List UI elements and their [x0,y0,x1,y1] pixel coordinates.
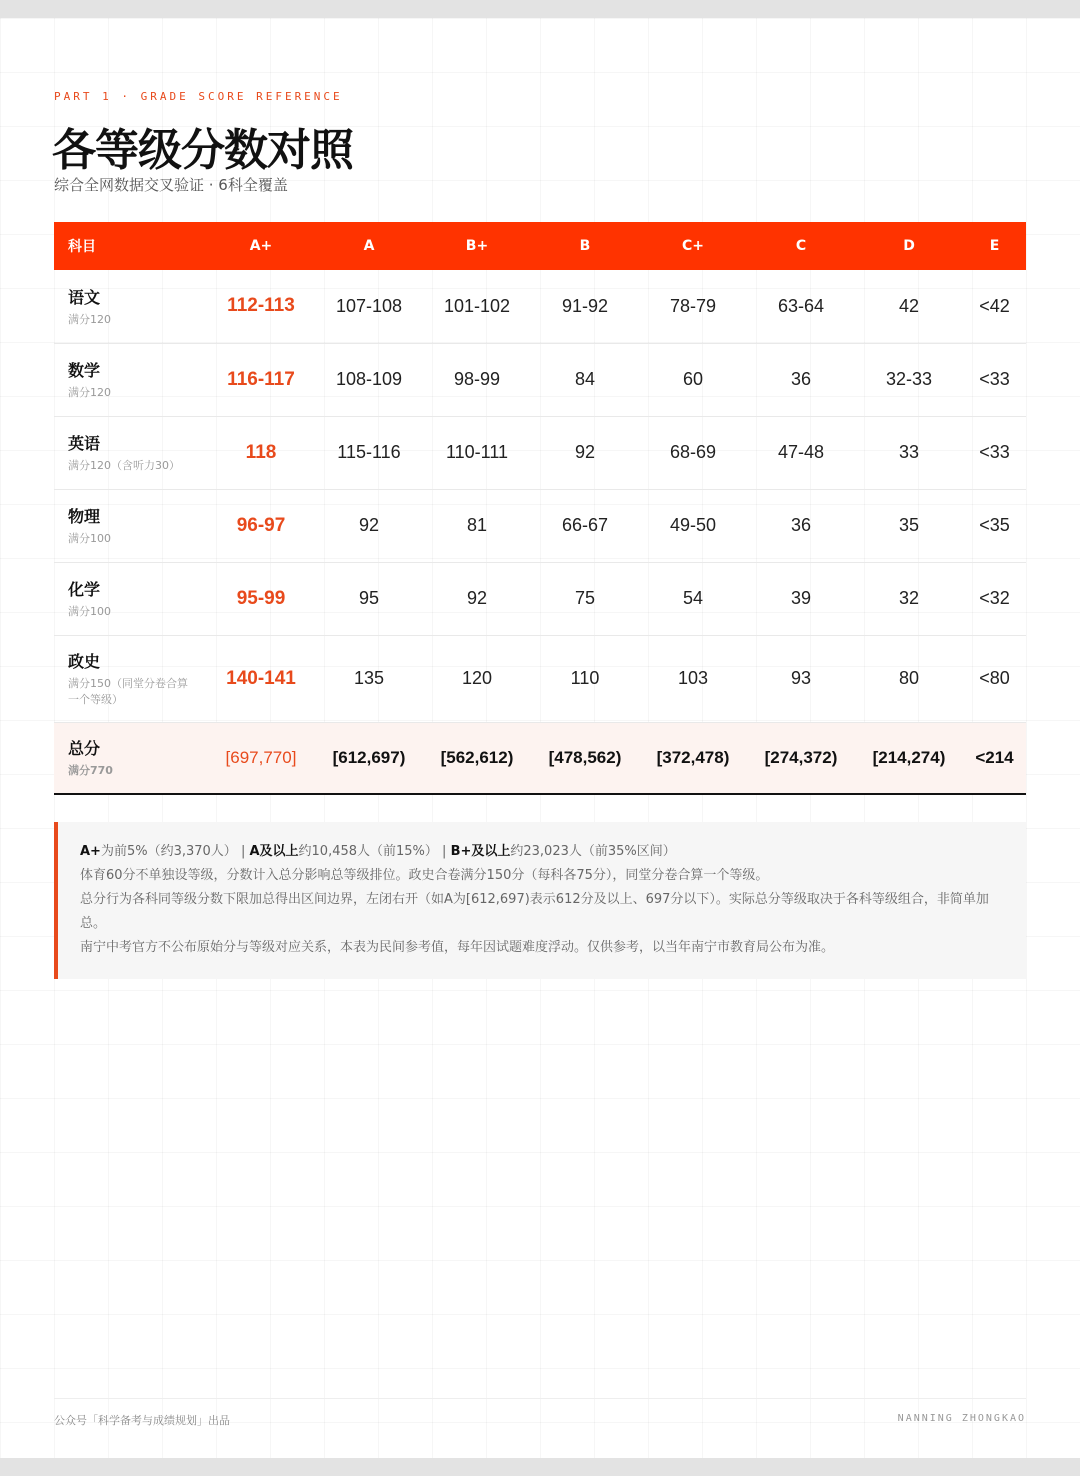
grade-cell: 32 [855,562,963,635]
grade-cell: 140-141 [207,635,315,722]
grade-cell: 101-102 [423,270,531,343]
subject-cell [54,270,207,343]
subject-cell [54,635,207,722]
full-score-label: 满分120（含听力30） [68,459,180,472]
note-label: A+ [80,844,101,859]
grade-cell: <80 [963,635,1026,722]
note-line: 体育60分不单独设等级，分数计入总分影响总等级排位。政史合卷满分150分（每科各75分），同堂分卷合算一个等级。 [80,868,769,883]
grade-cell: 92 [531,416,639,489]
grade-cell: 36 [747,489,855,562]
subject-name: 语文 [68,287,101,307]
grade-cell: 112-113 [207,270,315,343]
grade-cell: 92 [315,489,423,562]
grade-cell: [697,770] [207,722,315,794]
grade-cell: 95 [315,562,423,635]
grade-cell: 66-67 [531,489,639,562]
grade-cell: [612,697) [315,722,423,794]
subject-name: 化学 [68,580,101,599]
subject-cell [54,489,207,562]
note-text: 约23,023人（前35%区间） [510,844,676,859]
grade-cell: 81 [423,489,531,562]
subject-cell [54,416,207,489]
full-score-label: 满分100 [68,605,111,618]
grade-cell: 60 [639,343,747,416]
note-line: 总分行为各科同等级分数下限加总得出区间边界，左闭右开（如A为[612,697)表示612分及以上、697分以下）。实际总分等级取决于各科等级组合，非简单加总。 [80,892,989,931]
grade-cell: 47-48 [747,416,855,489]
grade-cell: 49-50 [639,489,747,562]
grade-cell: <42 [963,270,1026,343]
grade-cell: <214 [963,722,1026,794]
notes-box [54,822,1026,979]
note-line [80,840,1006,864]
table-header-row [54,222,1026,270]
grade-cell: 120 [423,635,531,722]
grade-cell: 135 [315,635,423,722]
grade-cell: 107-108 [315,270,423,343]
grade-cell: 103 [639,635,747,722]
grade-cell: 118 [207,416,315,489]
grade-cell: 108-109 [315,343,423,416]
grade-cell: 54 [639,562,747,635]
grade-cell: [214,274) [855,722,963,794]
grade-cell: 42 [855,270,963,343]
full-score-label: 满分120 [68,386,111,399]
subject-name: 总分 [68,739,101,759]
full-score-label: 满分150（同堂分卷合算一个等级） [68,677,188,706]
column-header: A+ [207,222,315,270]
grade-cell: 98-99 [423,343,531,416]
grade-cell: <33 [963,343,1026,416]
grade-cell: 80 [855,635,963,722]
grade-cell: [478,562) [531,722,639,794]
grade-score-table [54,222,1026,795]
subject-name: 物理 [68,507,101,526]
grade-cell: 110-111 [423,416,531,489]
footer-credit: 公众号「科学备考与成绩规划」出品 [54,1414,230,1427]
column-header: D [855,222,963,270]
subject-cell [54,722,207,794]
note-label: A及以上 [249,844,299,859]
subject-name: 数学 [68,361,101,380]
page [0,18,1080,1458]
footer-divider [54,1398,1026,1399]
grade-cell: <33 [963,416,1026,489]
table-row [54,343,1026,416]
column-header: C [747,222,855,270]
full-score-label: 满分120 [68,312,111,326]
table-row [54,489,1026,562]
grade-cell: 91-92 [531,270,639,343]
grade-cell: 95-99 [207,562,315,635]
column-header: C+ [639,222,747,270]
grade-cell: 36 [747,343,855,416]
grade-cell: 33 [855,416,963,489]
full-score-label: 满分100 [68,532,111,545]
total-row [54,722,1026,794]
grade-cell: 68-69 [639,416,747,489]
page-title: 各等级分数对照 [52,125,353,176]
grade-cell: [372,478) [639,722,747,794]
page-subtitle: 综合全网数据交叉验证 · 6科全覆盖 [54,176,288,194]
grade-cell: 39 [747,562,855,635]
column-header: 科目 [54,222,207,270]
grade-cell: [274,372) [747,722,855,794]
grade-cell: 110 [531,635,639,722]
grade-cell: <35 [963,489,1026,562]
grade-cell: 78-79 [639,270,747,343]
footer-brand: NANNING ZHONGKAO [897,1413,1026,1424]
table-row [54,635,1026,722]
eyebrow-label: PART 1 · GRADE SCORE REFERENCE [54,90,343,103]
column-header: B+ [423,222,531,270]
column-header: B [531,222,639,270]
table-row [54,270,1026,343]
grade-cell: 115-116 [315,416,423,489]
note-text: 约10,458人（前15%） | [298,844,451,859]
subject-name: 英语 [68,434,101,453]
grade-cell: 92 [423,562,531,635]
subject-name: 政史 [68,652,101,671]
note-text: 为前5%（约3,370人） | [100,844,250,859]
grade-cell: 84 [531,343,639,416]
grade-cell: 35 [855,489,963,562]
column-header: E [963,222,1026,270]
grade-cell: 116-117 [207,343,315,416]
table-row [54,416,1026,489]
subject-cell [54,562,207,635]
note-label: B+及以上 [450,844,511,859]
grade-cell: [562,612) [423,722,531,794]
column-header: A [315,222,423,270]
grade-cell: 75 [531,562,639,635]
grade-cell: 96-97 [207,489,315,562]
grade-cell: <32 [963,562,1026,635]
full-score-label: 满分770 [68,764,113,778]
grade-cell: 63-64 [747,270,855,343]
grade-cell: 32-33 [855,343,963,416]
note-line: 南宁中考官方不公布原始分与等级对应关系，本表为民间参考值，每年因试题难度浮动。仅供参考，以当年南宁市教育局公布为准。 [80,940,835,955]
grade-cell: 93 [747,635,855,722]
table-row [54,562,1026,635]
subject-cell [54,343,207,416]
